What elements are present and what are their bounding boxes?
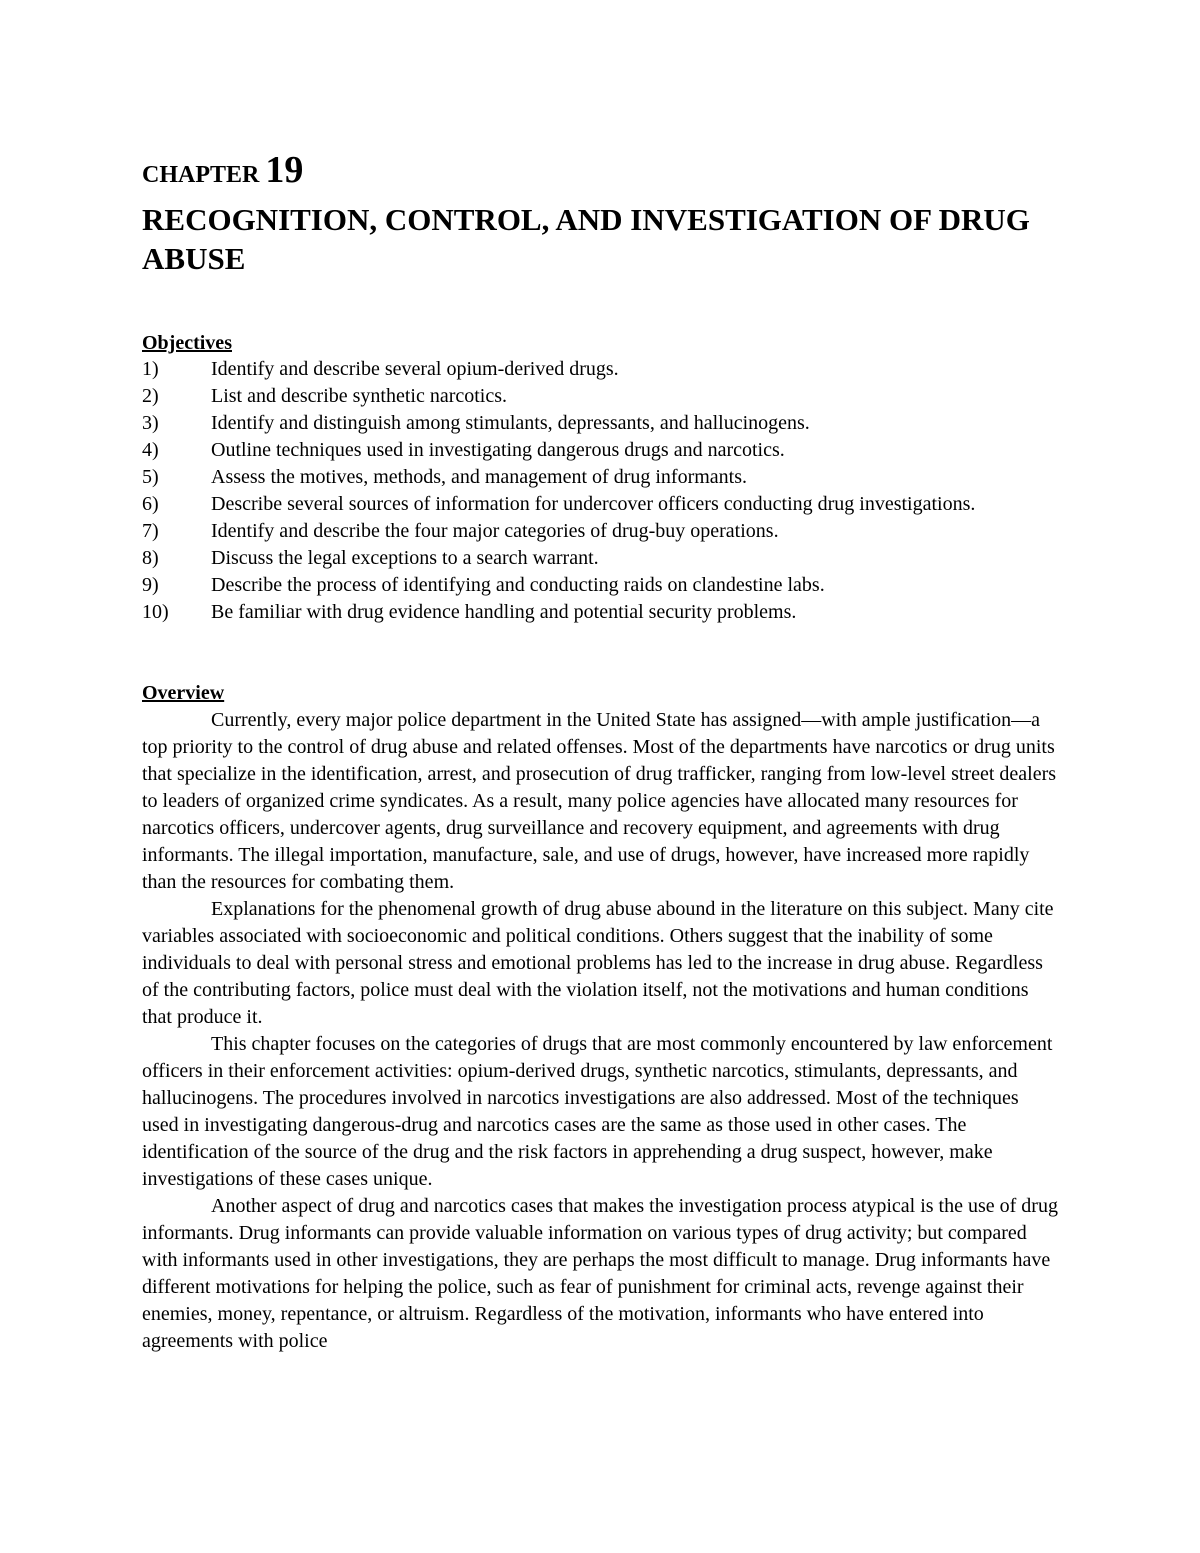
objective-text: Outline techniques used in investigating dangerous drugs and narcotics.: [211, 439, 785, 461]
objective-number: 3): [142, 412, 159, 434]
objective-item: [142, 410, 1062, 437]
objective-text: Be familiar with drug evidence handling and potential security problems.: [211, 601, 797, 623]
objective-item: [142, 572, 1062, 599]
overview-body: [142, 707, 1060, 1355]
overview-heading: Overview: [142, 682, 225, 704]
objective-item: [142, 545, 1062, 572]
objective-item: [142, 599, 1062, 626]
objective-number: 5): [142, 466, 159, 488]
chapter-label: [142, 150, 303, 195]
objective-text: Describe several sources of information for undercover officers conducting drug investigations.: [211, 493, 976, 515]
objective-text: Describe the process of identifying and conducting raids on clandestine labs.: [211, 574, 825, 596]
chapter-number: 19: [265, 149, 304, 191]
objective-text: Identify and describe the four major categories of drug-buy operations.: [211, 520, 779, 542]
objective-text: Discuss the legal exceptions to a search warrant.: [211, 547, 599, 569]
objective-number: 7): [142, 520, 159, 542]
objective-text: Assess the motives, methods, and management of drug informants.: [211, 466, 748, 488]
overview-paragraph: This chapter focuses on the categories of drugs that are most commonly encountered by law enforcement officers in their enforcement activities: opium-derived drugs, synthetic narcotics, stimulants, depressants, and hallucinogens. The procedures involved in narcotics investigations are also addressed. Most of the techniques used in investigating dangerous-drug and narcotics cases are the same as those used in other cases. The identification of the source of the drug and the risk factors in apprehending a drug suspect, however, make investigations of these cases unique.: [142, 1033, 1053, 1190]
objective-item: [142, 491, 1062, 518]
objective-item: [142, 464, 1062, 491]
objective-number: 4): [142, 439, 159, 461]
overview-paragraph: Currently, every major police department in the United State has assigned—with ample justification—a top priority to the control of drug abuse and related offenses. Most of the departments have narcotics or drug units that specialize in the identification, arrest, and prosecution of drug trafficker, ranging from low-level street dealers to leaders of organized crime syndicates. As a result, many police agencies have allocated many resources for narcotics officers, undercover agents, drug surveillance and recovery equipment, and agreements with drug informants. The illegal importation, manufacture, sale, and use of drugs, however, have increased more rapidly than the resources for combating them.: [142, 709, 1057, 893]
objective-item: [142, 518, 1062, 545]
objective-number: 8): [142, 547, 159, 569]
objective-text: List and describe synthetic narcotics.: [211, 385, 508, 407]
objective-number: 2): [142, 385, 159, 407]
overview-paragraph: Explanations for the phenomenal growth of drug abuse abound in the literature on this subject. Many cite variables associated with socioeconomic and political conditions. Others suggest that the inability of some individuals to deal with personal stress and emotional problems has led to the increase in drug abuse. Regardless of the contributing factors, police must deal with the violation itself, not the motivations and human conditions that produce it.: [142, 898, 1054, 1028]
chapter-word: CHAPTER: [142, 162, 260, 188]
objective-item: [142, 356, 1062, 383]
objective-number: 6): [142, 493, 159, 515]
objective-text: Identify and distinguish among stimulants, depressants, and hallucinogens.: [211, 412, 810, 434]
overview-paragraph: Another aspect of drug and narcotics cases that makes the investigation process atypical is the use of drug informants. Drug informants can provide valuable information on various types of drug activity; but compared with informants used in other investigations, they are perhaps the most difficult to manage. Drug informants have different motivations for helping the police, such as fear of punishment for criminal acts, revenge against their enemies, money, repentance, or altruism. Regardless of the motivation, informants who have entered into agreements with police: [142, 1195, 1058, 1352]
objective-number: 1): [142, 358, 159, 380]
objectives-heading: Objectives: [142, 332, 232, 354]
objective-number: 9): [142, 574, 159, 596]
objective-item: [142, 437, 1062, 464]
objective-number: 10): [142, 601, 169, 623]
chapter-title: RECOGNITION, CONTROL, AND INVESTIGATION OF DRUG ABUSE: [142, 202, 1030, 276]
objectives-list: [142, 356, 1062, 626]
objective-item: [142, 383, 1062, 410]
objective-text: Identify and describe several opium-derived drugs.: [211, 358, 619, 380]
